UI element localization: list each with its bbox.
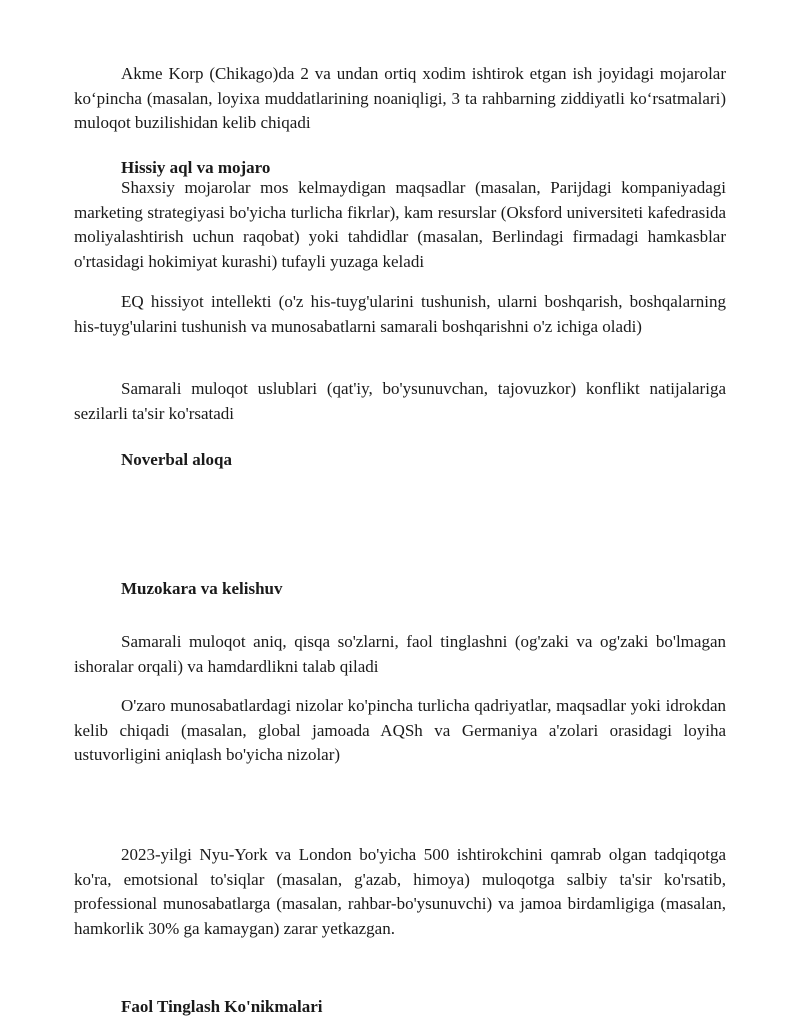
paragraph-research-study: 2023-yilgi Nyu-York va London bo'yicha 500 ishtirokchini qamrab olgan tadqiqotga ko'ra, emotsional to'siqlar (masalan, g'azab, himoya) muloqotga salbiy ta'sir ko'rsatib, professional munosabatlarga (masalan, rahbar-bo'ysunuvchi) va jamoa birdamligiga (masalan, hamkorlik 30% ga kamaygan) zarar yetkazgan. <box>74 845 726 938</box>
paragraph-communication-styles: Samarali muloqot uslublari (qat'iy, bo'ysunuvchan, tajovuzkor) konflikt natijalariga sezilarli ta'sir ko'rsatadi <box>74 379 726 423</box>
heading-active-listening: Faol Tinglash Ko'nikmalari <box>121 997 323 1016</box>
paragraph-interpersonal-disputes: O'zaro munosabatlardagi nizolar ko'pincha turlicha qadriyatlar, maqsadlar yoki idrokdan kelib chiqadi (masalan, global jamoada AQSh va Germaniya a'zolari orasidagi loyiha ustuvorligini aniqlash bo'yicha nizolar) <box>74 696 726 764</box>
paragraph-personal-conflicts: Shaxsiy mojarolar mos kelmaydigan maqsadlar (masalan, Parijdagi kompaniyadagi marketing strategiyasi bo'yicha turlicha fikrlar), kam resurslar (Oksford universiteti kafedrasida moliyalashtirish uchun raqobat) yoki tahdidlar (masalan, Berlindagi firmadagi hamkasblar o'rtasidagi hokimiyat kurashi) tufayli yuzaga keladi <box>74 178 726 271</box>
paragraph-workplace-conflicts: Akme Korp (Chikago)da 2 va undan ortiq xodim ishtirok etgan ish joyidagi mojarolar koʻpincha (masalan, loyixa muddatlarining noaniqligi, 3 ta rahbarning ziddiyatli koʻrsatmalari) muloqot buzilishidan kelib chiqadi <box>74 64 726 132</box>
heading-emotional-intelligence: Hissiy aql va mojaro <box>121 158 271 177</box>
paragraph-effective-communication: Samarali muloqot aniq, qisqa so'zlarni, faol tinglashni (og'zaki va og'zaki bo'lmagan ishoralar orqali) va hamdardlikni talab qiladi <box>74 632 726 676</box>
heading-negotiation: Muzokara va kelishuv <box>121 579 283 598</box>
paragraph-eq-definition: EQ hissiyot intellekti (o'z his-tuyg'ularini tushunish, ularni boshqarish, boshqalarning his-tuyg'ularini tushunish va munosabatlarni samarali boshqarishni o'z ichiga oladi) <box>74 292 726 336</box>
heading-nonverbal-communication: Noverbal aloqa <box>121 450 232 469</box>
